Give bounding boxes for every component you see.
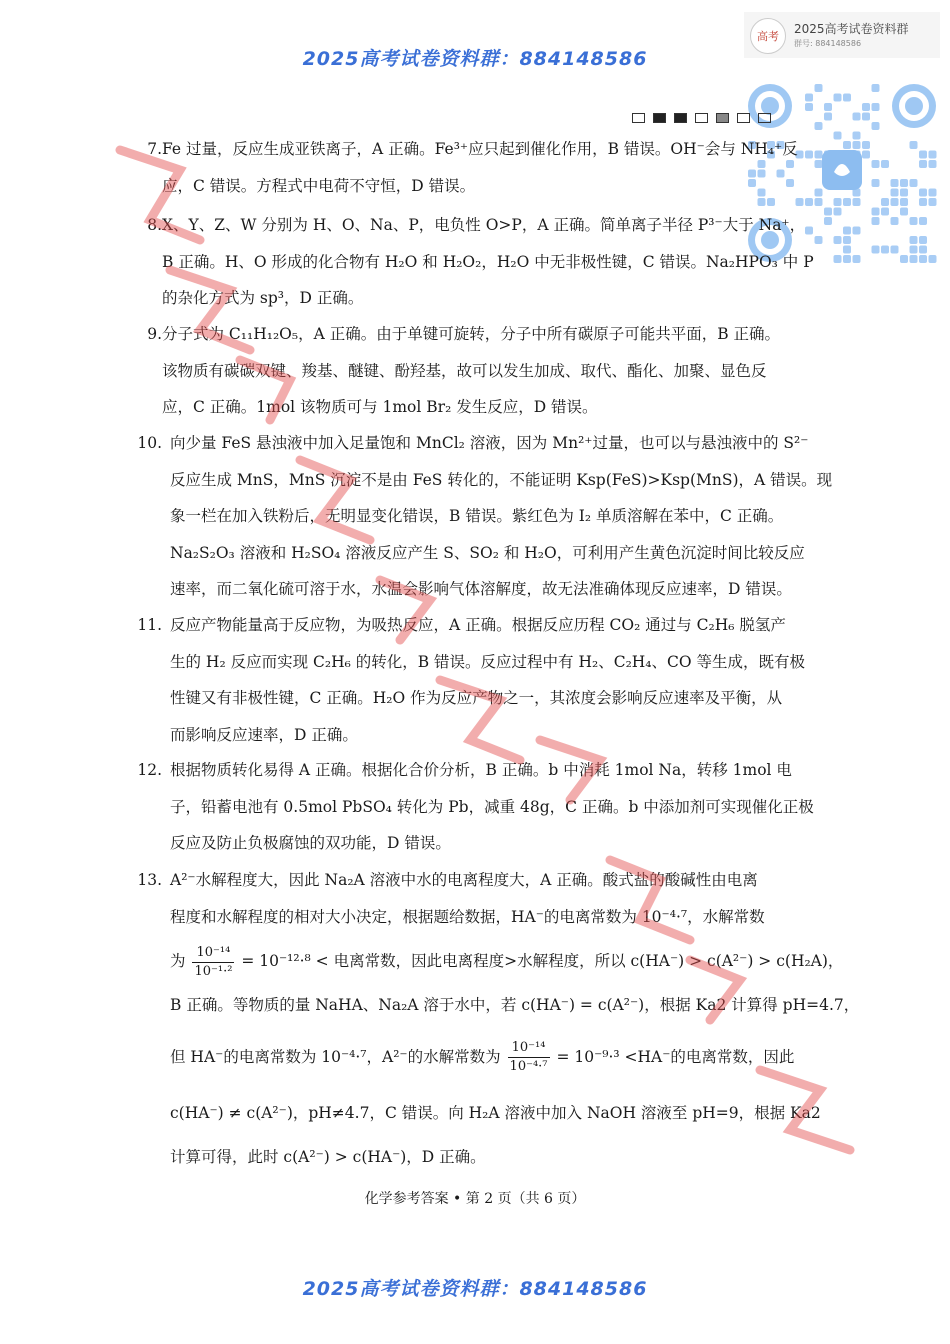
line: 反应产物能量高于反应物，为吸热反应，A 正确。根据反应历程 CO₂ 通过与 C₂H₆ 脱氢产 bbox=[170, 616, 786, 634]
line: 子，铅蓄电池有 0.5mol PbSO₄ 转化为 Pb，减重 48g，C 正确。b 中添加剂可实现催化正极 bbox=[170, 797, 814, 816]
bottom-banner: 2025高考试卷资料群：884148586 bbox=[302, 1278, 648, 1300]
mark-empty bbox=[758, 113, 771, 123]
numerator: 10⁻¹⁴ bbox=[508, 1039, 550, 1058]
fraction bbox=[508, 1039, 550, 1076]
line: 根据物质转化易得 A 正确。根据化合价分析，B 正确。b 中消耗 1mol Na，转移 1mol 电 bbox=[170, 761, 792, 779]
mark-grey bbox=[716, 113, 729, 123]
line: Fe 过量，反应生成亚铁离子，A 正确。Fe³⁺应只起到催化作用，B 错误。OH⁻会与 NH₄⁺反 bbox=[162, 140, 798, 158]
top-banner: 2025高考试卷资料群：884148586 bbox=[302, 48, 648, 70]
line: 程度和水解程度的相对大小决定，根据题给数据，HA⁻的电离常数为 10⁻⁴·⁷，水解常数 bbox=[170, 907, 765, 926]
line: B 正确。H、O 形成的化合物有 H₂O 和 H₂O₂，H₂O 中无非极性键，C 错误。Na₂HPO₃ 中 P bbox=[162, 252, 814, 271]
line: 分子式为 C₁₁H₁₂O₅，A 正确。由于单键可旋转，分子中所有碳原子可能共平面，B 正确。 bbox=[162, 325, 781, 343]
line: 反应生成 MnS，MnS 沉淀不是由 FeS 转化的，不能证明 Ksp(FeS)>Ksp(MnS)，A 错误。现 bbox=[170, 470, 833, 489]
group-avatar: 高考 bbox=[750, 18, 786, 54]
line: 生的 H₂ 反应而实现 C₂H₆ 的转化，B 错误。反应过程中有 H₂、C₂H₄、CO 等生成，既有极 bbox=[170, 652, 806, 671]
page-footer: 化学参考答案 • 第 2 页（共 6 页） bbox=[364, 1191, 586, 1207]
mark-filled bbox=[653, 113, 666, 123]
line: Na₂S₂O₃ 溶液和 H₂SO₄ 溶液反应产生 S、SO₂ 和 H₂O，可利用产生黄色沉淀时间比较反应 bbox=[170, 543, 805, 562]
line: 的杂化方式为 sp³，D 正确。 bbox=[162, 289, 364, 307]
line: 而影响反应速率，D 正确。 bbox=[170, 725, 358, 744]
group-card[interactable] bbox=[744, 12, 940, 58]
group-id: 群号: 884148586 bbox=[794, 39, 862, 48]
text: = 10⁻⁹·³ <HA⁻的电离常数，因此 bbox=[556, 1047, 795, 1066]
line: 向少量 FeS 悬浊液中加入足量饱和 MnCl₂ 溶液，因为 Mn²⁺过量，也可以与悬浊液中的 S²⁻ bbox=[170, 434, 809, 452]
line: X、Y、Z、W 分别为 H、O、Na、P，电负性 O>P，A 正确。简单离子半径 P³⁻大于 Na⁺， bbox=[162, 216, 806, 234]
line: 应，C 正确。1mol 该物质可与 1mol Br₂ 发生反应，D 错误。 bbox=[162, 398, 598, 416]
line: 象一栏在加入铁粉后，无明显变化错误，B 错误。紫红色为 I₂ 单质溶解在苯中，C 正确。 bbox=[170, 507, 784, 525]
line: c(HA⁻) ≠ c(A²⁻)，pH≠4.7，C 错误。向 H₂A 溶液中加入 NaOH 溶液至 pH=9，根据 Ka2 bbox=[170, 1103, 821, 1122]
line: A²⁻水解程度大，因此 Na₂A 溶液中水的电离程度大，A 正确。酸式盐的酸碱性由电离 bbox=[170, 871, 758, 889]
line: 速率，而二氧化硫可溶于水，水温会影响气体溶解度，故无法准确体现反应速率，D 错误。 bbox=[170, 580, 792, 598]
mark-empty bbox=[695, 113, 708, 123]
item-number: 9. bbox=[147, 325, 162, 343]
line: 反应及防止负极腐蚀的双功能，D 错误。 bbox=[170, 834, 451, 852]
line: 性键又有非极性键，C 正确。H₂O 作为反应产物之一，其浓度会影响反应速率及平衡，从 bbox=[170, 689, 783, 707]
line-with-fraction bbox=[170, 935, 844, 987]
group-name: 2025高考试卷资料群 bbox=[794, 22, 909, 36]
mark-filled bbox=[674, 113, 687, 123]
line-with-fraction bbox=[170, 1024, 816, 1090]
mark-empty bbox=[737, 113, 750, 123]
denominator: 10⁻⁴·⁷ bbox=[509, 1059, 548, 1074]
line: 计算可得，此时 c(A²⁻) > c(HA⁻)，D 正确。 bbox=[170, 1147, 486, 1166]
item-number: 10. bbox=[137, 434, 162, 452]
text: 为 bbox=[170, 952, 186, 970]
line: B 正确。等物质的量 NaHA、Na₂A 溶于水中，若 c(HA⁻) = c(A²⁻)，根据 Ka2 计算得 pH=4.7， bbox=[170, 996, 860, 1014]
item-number: 7. bbox=[147, 140, 162, 158]
bubble-marks bbox=[632, 113, 771, 125]
denominator: 10⁻¹·² bbox=[194, 963, 233, 979]
text: 但 HA⁻的电离常数为 10⁻⁴·⁷，A²⁻的水解常数为 bbox=[170, 1047, 501, 1066]
line: 应，C 错误。方程式中电荷不守恒，D 错误。 bbox=[162, 176, 476, 195]
item-number: 13. bbox=[137, 871, 162, 889]
line: 该物质有碳碳双键、羧基、醚键、酚羟基，故可以发生加成、取代、酯化、加聚、显色反 bbox=[162, 361, 767, 380]
item-number: 8. bbox=[147, 216, 162, 234]
text: = 10⁻¹²·⁸ < 电离常数，因此电离程度>水解程度，所以 c(HA⁻) > c(A²⁻) > c(H₂A)， bbox=[241, 952, 844, 970]
fraction bbox=[192, 944, 234, 981]
item-number: 12. bbox=[137, 761, 162, 779]
item-number: 11. bbox=[137, 616, 162, 634]
mark-empty bbox=[632, 113, 645, 123]
numerator: 10⁻¹⁴ bbox=[192, 944, 234, 963]
